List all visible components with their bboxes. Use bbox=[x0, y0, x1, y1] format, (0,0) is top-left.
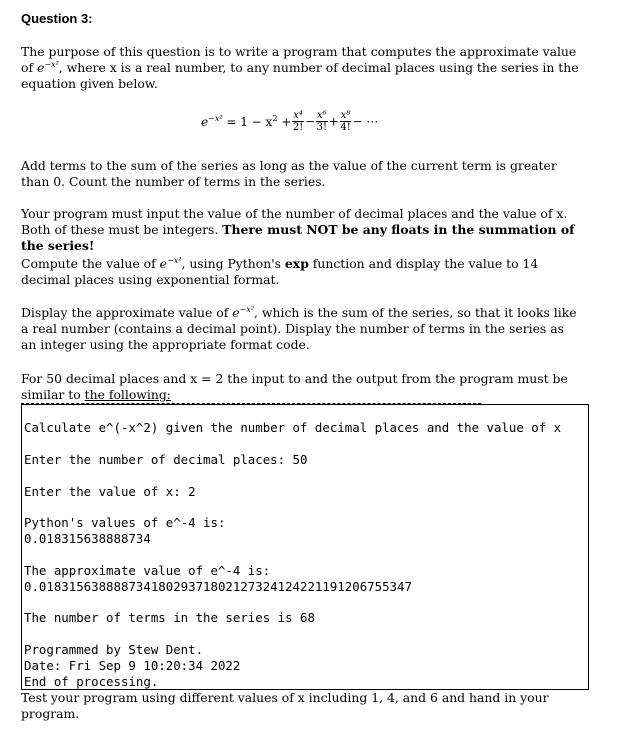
series-equation: $e^{-x^2} = 1 - x^2$ + $\frac{\text{x⁴}}{2!}$ − $\frac{\text{x⁶}}{3!}$ + $\frac{\text{x⁸}}{4!}$ − ⋯ bbox=[201, 110, 379, 133]
question-title: Question 3: bbox=[21, 11, 93, 26]
console-line: End of processing. bbox=[24, 674, 159, 689]
exp-function: exp bbox=[284, 256, 309, 271]
console-line: 0.01831563888873418029371802127324124221191206755347 bbox=[24, 579, 412, 594]
intro-paragraph bbox=[21, 44, 581, 92]
display-paragraph: Display the approximate value of $e^{-x^2}$, which is the sum of the series, so that it looks like a real number (contains a decimal point). Display the number of terms in the series as an integer using the appropriate format code. bbox=[21, 304, 577, 352]
console-line: Enter the value of x: 2 bbox=[24, 484, 196, 499]
terms-paragraph: Add terms to the sum of the series as long as the value of the current term is greater than 0. Count the number of terms in the series. bbox=[21, 158, 557, 189]
console-line: Python's values of e^-4 is: bbox=[24, 515, 226, 530]
program-output-console bbox=[21, 404, 589, 690]
console-line: Calculate e^(-x^2) given the number of decimal places and the value of x bbox=[24, 420, 562, 435]
intro-text-2: , where x is a real number, to any number of decimal places using the series in the equation given below. bbox=[21, 60, 579, 91]
eq-term-x6: $\frac{\text{x⁶}}{3!}$ bbox=[316, 110, 328, 133]
intro-text-1: The purpose of this question is to write a program that computes the approximate value of bbox=[21, 44, 577, 75]
compute-expr: $e^{-x^2}$ bbox=[159, 255, 182, 271]
intro-expr: $e^{-x^2}$ bbox=[37, 59, 59, 75]
console-line: The approximate value of e^-4 is: bbox=[24, 563, 271, 578]
eq-tail: − ⋯ bbox=[352, 114, 379, 129]
input-paragraph bbox=[21, 206, 581, 254]
console-line: The number of terms in the series is 68 bbox=[24, 610, 315, 625]
example-underline: the following: bbox=[84, 387, 171, 402]
console-line: Enter the number of decimal places: 50 bbox=[24, 452, 308, 467]
console-line: 0.018315638888734 bbox=[24, 531, 151, 546]
example-paragraph: For 50 decimal places and x = 2 the input to and the output from the program must be similar to the following: bbox=[21, 371, 568, 402]
console-line: Date: Fri Sep 9 10:20:34 2022 bbox=[24, 658, 241, 673]
eq-lhs: $e^{-x^2}$ bbox=[201, 113, 223, 129]
footer-instruction: Test your program using different values of x including 1, 4, and 6 and hand in your program. bbox=[21, 690, 549, 721]
eq-term-x4: $\frac{\text{x⁴}}{2!}$ bbox=[292, 110, 304, 133]
eq-rhs-1: = $1 - x^2$ + bbox=[222, 113, 292, 129]
display-expr: $e^{-x^2}$ bbox=[232, 304, 255, 320]
console-line: Programmed by Stew Dent. bbox=[24, 642, 204, 657]
input-bold-text: There must NOT be any floats in the summation of the series! bbox=[21, 222, 575, 253]
compute-paragraph: Compute the value of $e^{-x^2}$, using Python's exp function and display the value to 14 decimal places using exponential format. bbox=[21, 255, 539, 287]
eq-term-x8: $\frac{\text{x⁸}}{4!}$ bbox=[340, 110, 351, 133]
input-text: Your program must input the value of the number of decimal places and the value of x. Both of these must be integers. bbox=[21, 206, 568, 237]
